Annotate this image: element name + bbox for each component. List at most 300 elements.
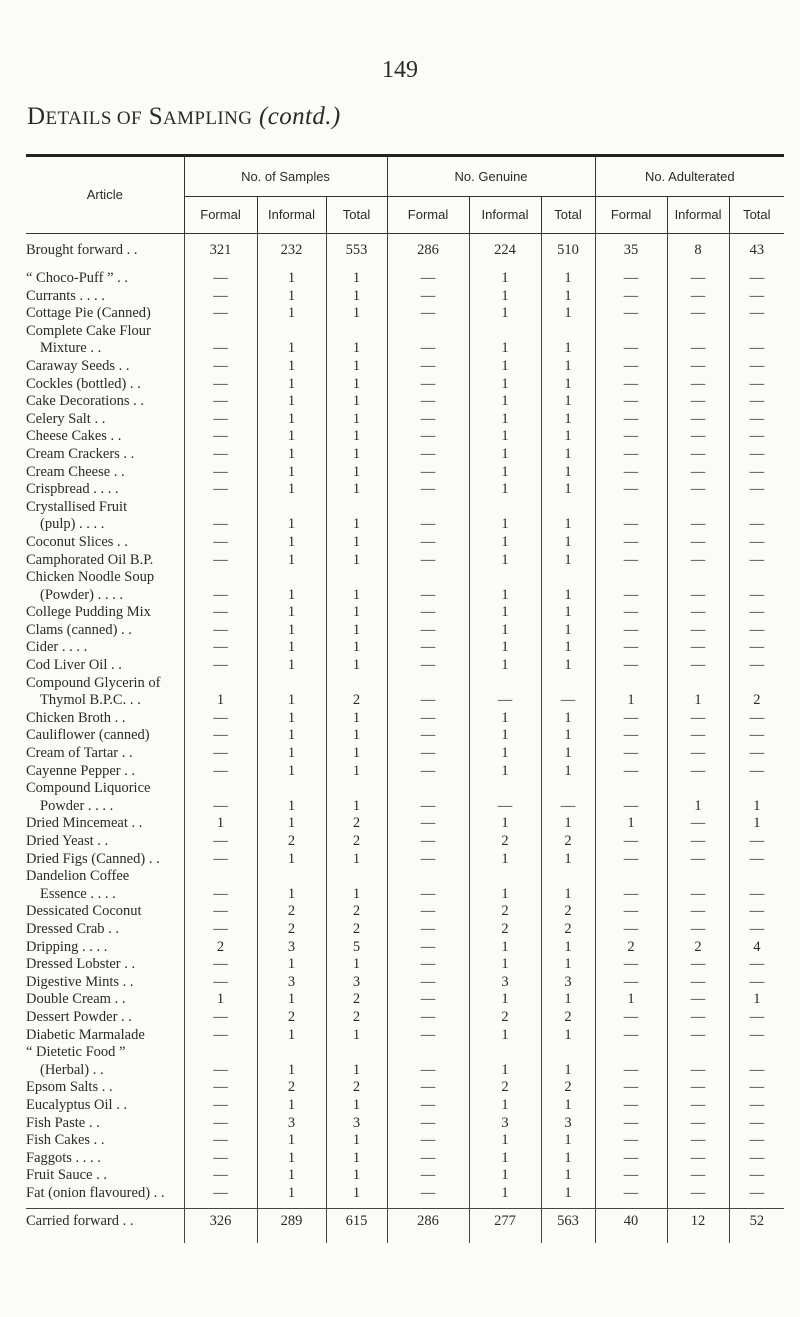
table-cell: — (667, 921, 729, 939)
table-cell: 1 (326, 1097, 387, 1115)
table-cell (729, 675, 784, 693)
table-cell (541, 1044, 595, 1062)
table-cell: 3 (326, 974, 387, 992)
table-row (26, 1009, 784, 1027)
table-cell: 1 (326, 745, 387, 763)
article-name: Fat (onion flavoured) . . (26, 1184, 165, 1201)
table-cell: — (667, 464, 729, 482)
adulterated-group-header: No. Adulterated (595, 156, 784, 197)
table-cell (184, 868, 257, 886)
table-cell: 1 (469, 1167, 541, 1185)
table-row (26, 446, 784, 464)
table-cell (387, 675, 469, 693)
sampling-table (26, 154, 784, 1243)
table-cell: — (667, 710, 729, 728)
table-cell (541, 569, 595, 587)
table-row (26, 499, 784, 517)
table-cell (729, 780, 784, 798)
table-cell: — (667, 833, 729, 851)
table-cell (667, 569, 729, 587)
table-row (26, 1027, 784, 1045)
table-cell: — (595, 639, 667, 657)
table-cell: — (184, 710, 257, 728)
table-cell: 1 (326, 1185, 387, 1203)
table-cell: 1 (326, 446, 387, 464)
article-name: Digestive Mints . . (26, 973, 134, 990)
table-cell: — (595, 411, 667, 429)
table-row (26, 745, 784, 763)
table-cell: 1 (469, 358, 541, 376)
table-cell: — (387, 622, 469, 640)
sub-header-informal: Informal (667, 197, 729, 234)
table-row (26, 763, 784, 781)
table-cell: — (595, 1009, 667, 1027)
article-name: Essence . . . . (40, 885, 116, 902)
table-cell (729, 499, 784, 517)
table-cell: — (667, 1097, 729, 1115)
table-cell: — (595, 622, 667, 640)
table-cell: 1 (257, 534, 326, 552)
brought-forward-row (26, 240, 784, 270)
table-cell (387, 868, 469, 886)
table-cell: 1 (326, 552, 387, 570)
table-cell: 510 (541, 240, 595, 270)
table-cell: — (387, 1150, 469, 1168)
article-name: Dessert Powder . . (26, 1008, 132, 1025)
table-cell: 1 (257, 956, 326, 974)
table-cell: 1 (326, 288, 387, 306)
table-cell: 2 (326, 833, 387, 851)
table-cell: 2 (326, 692, 387, 710)
table-cell: — (184, 886, 257, 904)
table-cell: — (184, 358, 257, 376)
article-name: Powder . . . . (40, 797, 114, 814)
table-cell: 1 (469, 516, 541, 534)
table-cell: 8 (667, 240, 729, 270)
table-cell: — (387, 288, 469, 306)
table-cell: — (729, 587, 784, 605)
article-name: Crispbread . . . . (26, 481, 119, 498)
genuine-group-header: No. Genuine (387, 156, 595, 197)
article-name: Cottage Pie (Canned) (26, 305, 151, 322)
table-cell: — (595, 710, 667, 728)
table-cell: 2 (469, 1079, 541, 1097)
table-cell: 1 (257, 710, 326, 728)
table-cell: 1 (541, 1097, 595, 1115)
table-cell: 1 (257, 851, 326, 869)
title-initial-1: D (27, 103, 46, 130)
table-cell: — (729, 340, 784, 358)
table-cell: — (595, 974, 667, 992)
article-column-header: Article (26, 156, 184, 234)
table-cell: 1 (541, 587, 595, 605)
table-cell: — (387, 1097, 469, 1115)
table-cell: 1 (541, 428, 595, 446)
table-cell: 2 (667, 939, 729, 957)
table-cell: 1 (541, 815, 595, 833)
table-row (26, 991, 784, 1009)
table-cell (184, 1044, 257, 1062)
article-name: (Powder) . . . . (40, 586, 123, 603)
table-cell: — (387, 710, 469, 728)
table-cell (326, 780, 387, 798)
table-cell: — (387, 516, 469, 534)
sub-header-total: Total (541, 197, 595, 234)
article-name: Cauliflower (canned) (26, 727, 150, 744)
table-cell: 3 (257, 939, 326, 957)
table-cell: 1 (469, 288, 541, 306)
table-cell: 1 (541, 446, 595, 464)
table-cell: — (729, 763, 784, 781)
table-cell (541, 868, 595, 886)
table-cell: — (184, 376, 257, 394)
table-cell (595, 499, 667, 517)
table-cell: 43 (729, 240, 784, 270)
table-cell: 2 (541, 1079, 595, 1097)
table-cell: — (595, 763, 667, 781)
table-cell: — (729, 1167, 784, 1185)
table-cell: 1 (326, 393, 387, 411)
table-cell: — (729, 1009, 784, 1027)
table-cell: 1 (257, 604, 326, 622)
table-cell: — (667, 903, 729, 921)
article-name: Chicken Noodle Soup (26, 569, 155, 586)
article-name: Mixture . . (40, 340, 102, 357)
article-name: Complete Cake Flour (26, 322, 151, 339)
table-cell: 2 (326, 815, 387, 833)
table-cell: — (469, 798, 541, 816)
table-cell: — (184, 763, 257, 781)
table-row (26, 340, 784, 358)
article-name: Dried Yeast . . (26, 833, 109, 849)
table-cell: — (729, 1115, 784, 1133)
table-cell: 1 (326, 376, 387, 394)
table-cell: 1 (729, 991, 784, 1009)
article-name: Clams (canned) . . (26, 621, 132, 638)
table-cell (257, 499, 326, 517)
article-name: Dressed Crab . . (26, 920, 120, 937)
table-cell: 1 (326, 464, 387, 482)
article-name: Cockles (bottled) . . (26, 375, 141, 392)
table-body (26, 234, 784, 1209)
table-cell (184, 499, 257, 517)
table-cell: 1 (469, 710, 541, 728)
table-cell (387, 569, 469, 587)
table-cell: — (387, 1079, 469, 1097)
table-cell: 1 (326, 516, 387, 534)
table-cell: 2 (541, 1009, 595, 1027)
table-cell: — (667, 376, 729, 394)
table-row (26, 974, 784, 992)
sub-header-total: Total (729, 197, 784, 234)
table-row (26, 692, 784, 710)
table-cell: — (595, 1132, 667, 1150)
article-name: Double Cream . . (26, 991, 126, 1008)
table-cell: 2 (326, 921, 387, 939)
table-cell: — (729, 393, 784, 411)
table-cell: — (667, 446, 729, 464)
table-cell: — (729, 639, 784, 657)
table-cell: 232 (257, 240, 326, 270)
table-cell: — (387, 305, 469, 323)
table-cell: — (667, 1185, 729, 1203)
table-row (26, 288, 784, 306)
table-cell: 1 (595, 692, 667, 710)
table-cell: — (387, 921, 469, 939)
table-row (26, 780, 784, 798)
table-cell: 1 (469, 587, 541, 605)
table-cell: — (387, 692, 469, 710)
table-cell (541, 780, 595, 798)
table-cell (469, 499, 541, 517)
table-cell: — (184, 1150, 257, 1168)
table-cell: — (667, 1150, 729, 1168)
table-cell: 1 (184, 692, 257, 710)
table-cell: — (667, 622, 729, 640)
table-cell: 1 (326, 534, 387, 552)
table-cell: 2 (257, 1079, 326, 1097)
table-cell: 1 (469, 534, 541, 552)
table-cell: — (667, 886, 729, 904)
table-row (26, 657, 784, 675)
table-cell: — (729, 903, 784, 921)
table-cell: — (184, 587, 257, 605)
table-cell: — (184, 270, 257, 288)
table-cell: 1 (326, 481, 387, 499)
article-name: Fruit Sauce . . (26, 1167, 107, 1184)
table-cell: 1 (257, 552, 326, 570)
table-row (26, 1097, 784, 1115)
table-cell: 1 (469, 411, 541, 429)
table-cell: — (667, 516, 729, 534)
table-cell: — (595, 798, 667, 816)
table-row (26, 939, 784, 957)
table-cell: — (595, 1062, 667, 1080)
table-row (26, 1062, 784, 1080)
table-cell: 277 (469, 1209, 541, 1244)
table-cell: — (595, 1185, 667, 1203)
article-name: Diabetic Marmalade (26, 1026, 145, 1043)
table-cell: — (387, 270, 469, 288)
table-cell: 1 (326, 270, 387, 288)
table-cell: 1 (469, 657, 541, 675)
table-cell: 1 (541, 516, 595, 534)
table-cell: 1 (541, 481, 595, 499)
table-cell: 1 (257, 1167, 326, 1185)
article-name: Cake Decorations . . (26, 393, 144, 410)
table-cell (257, 569, 326, 587)
table-cell: 1 (541, 657, 595, 675)
table-cell: — (729, 534, 784, 552)
table-cell: 1 (326, 1062, 387, 1080)
table-cell: — (595, 921, 667, 939)
table-cell (387, 1044, 469, 1062)
table-cell: — (595, 340, 667, 358)
table-cell: 1 (257, 727, 326, 745)
article-name: Celery Salt . . (26, 410, 106, 427)
table-cell: 1 (667, 692, 729, 710)
table-cell: — (387, 886, 469, 904)
article-name: Cream Crackers . . (26, 445, 135, 462)
table-cell: — (595, 552, 667, 570)
table-cell: — (595, 1079, 667, 1097)
table-row (26, 956, 784, 974)
table-row (26, 675, 784, 693)
table-cell: — (667, 974, 729, 992)
table-cell: 2 (326, 991, 387, 1009)
table-cell: — (184, 446, 257, 464)
table-cell: 1 (729, 815, 784, 833)
table-cell: 1 (469, 886, 541, 904)
table-row (26, 1115, 784, 1133)
table-cell (257, 1044, 326, 1062)
table-cell: — (595, 1167, 667, 1185)
table-cell: 1 (326, 639, 387, 657)
sub-header-formal: Formal (184, 197, 257, 234)
title-contd: (contd.) (259, 103, 341, 130)
table-cell: 1 (469, 727, 541, 745)
table-cell: — (667, 393, 729, 411)
article-name: Cheese Cakes . . (26, 428, 122, 445)
sub-header-informal: Informal (469, 197, 541, 234)
table-cell: 2 (184, 939, 257, 957)
table-cell: 1 (541, 1062, 595, 1080)
table-cell: — (729, 376, 784, 394)
table-cell: 1 (257, 446, 326, 464)
table-cell: — (387, 1185, 469, 1203)
table-cell: — (184, 481, 257, 499)
table-cell: — (595, 903, 667, 921)
table-cell (729, 868, 784, 886)
table-cell: 1 (541, 464, 595, 482)
table-cell: — (387, 587, 469, 605)
table-cell (326, 499, 387, 517)
table-cell: — (667, 340, 729, 358)
table-cell: — (595, 1097, 667, 1115)
table-cell (729, 323, 784, 341)
table-cell: 1 (469, 270, 541, 288)
table-cell: 1 (257, 411, 326, 429)
table-cell: 1 (257, 639, 326, 657)
table-cell: — (184, 393, 257, 411)
table-cell (257, 675, 326, 693)
table-cell: 1 (257, 516, 326, 534)
table-cell: 2 (541, 833, 595, 851)
table-row (26, 428, 784, 446)
table-cell: — (729, 1132, 784, 1150)
table-cell: — (667, 428, 729, 446)
table-cell (326, 868, 387, 886)
table-cell: 1 (541, 270, 595, 288)
table-cell: — (729, 851, 784, 869)
table-cell: — (184, 798, 257, 816)
table-cell: 1 (257, 1185, 326, 1203)
table-cell: — (184, 974, 257, 992)
article-name: Cream of Tartar . . (26, 745, 133, 762)
article-name: Fish Cakes . . (26, 1132, 105, 1149)
table-cell: 12 (667, 1209, 729, 1244)
article-name: Dessicated Coconut (26, 903, 142, 920)
table-cell: 1 (541, 886, 595, 904)
table-cell: 1 (326, 1150, 387, 1168)
table-cell: 1 (541, 604, 595, 622)
table-cell: 1 (184, 991, 257, 1009)
table-cell: 1 (541, 534, 595, 552)
table-cell: — (595, 1115, 667, 1133)
table-cell: 1 (257, 991, 326, 1009)
table-cell: 615 (326, 1209, 387, 1244)
table-cell: 1 (541, 1167, 595, 1185)
table-row (26, 464, 784, 482)
table-cell: — (667, 481, 729, 499)
table-cell: — (387, 552, 469, 570)
article-name: College Pudding Mix (26, 604, 151, 621)
table-cell (667, 780, 729, 798)
table-cell: — (729, 446, 784, 464)
table-cell: — (595, 428, 667, 446)
table-cell (667, 675, 729, 693)
table-cell: — (387, 1167, 469, 1185)
table-cell: — (667, 815, 729, 833)
title-rest-2: AMPLING (163, 108, 253, 129)
table-cell (595, 868, 667, 886)
table-cell: — (729, 727, 784, 745)
table-cell: 3 (541, 1115, 595, 1133)
article-name: Coconut Slices . . (26, 533, 128, 550)
table-cell: 1 (541, 956, 595, 974)
table-cell: — (729, 833, 784, 851)
sub-header-formal: Formal (595, 197, 667, 234)
table-cell: 1 (541, 376, 595, 394)
table-cell: 1 (469, 1185, 541, 1203)
table-cell: 289 (257, 1209, 326, 1244)
table-cell: — (184, 956, 257, 974)
article-name: Faggots . . . . (26, 1149, 101, 1166)
table-cell: 1 (257, 657, 326, 675)
table-cell: 2 (326, 1009, 387, 1027)
table-cell (184, 780, 257, 798)
table-cell: 1 (326, 956, 387, 974)
table-cell: — (184, 903, 257, 921)
table-cell: 1 (541, 939, 595, 957)
table-cell: — (667, 1009, 729, 1027)
table-cell (326, 1044, 387, 1062)
table-cell: 563 (541, 1209, 595, 1244)
table-cell: — (387, 604, 469, 622)
table-cell: — (387, 340, 469, 358)
table-cell: — (387, 956, 469, 974)
article-name: Dandelion Coffee (26, 868, 130, 885)
table-cell (469, 323, 541, 341)
table-cell: — (729, 428, 784, 446)
article-name: “ Dietetic Food ” (26, 1044, 126, 1061)
table-cell: — (184, 288, 257, 306)
table-cell: 1 (541, 1027, 595, 1045)
table-cell: — (595, 956, 667, 974)
article-name: Dressed Lobster . . (26, 956, 136, 973)
table-cell (729, 569, 784, 587)
table-cell: — (387, 1062, 469, 1080)
table-cell: — (387, 939, 469, 957)
article-name: Epsom Salts . . (26, 1079, 113, 1096)
table-row (26, 305, 784, 323)
table-cell: 1 (541, 622, 595, 640)
table-row (26, 323, 784, 341)
table-cell: 1 (541, 639, 595, 657)
table-cell: — (595, 745, 667, 763)
title-rest-1: ETAILS OF (45, 108, 143, 129)
table-cell (257, 868, 326, 886)
